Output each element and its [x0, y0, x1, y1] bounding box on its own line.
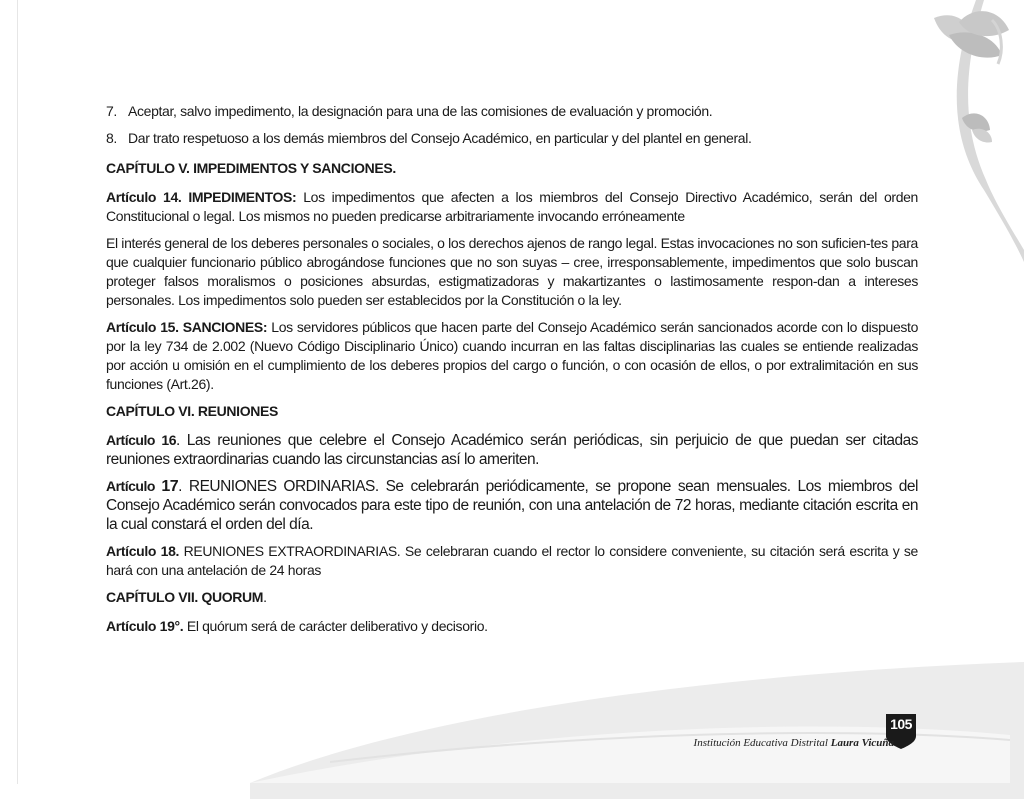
article-14-label: Artículo 14. IMPEDIMENTOS: — [106, 189, 297, 205]
chapter-vi-heading: CAPÍTULO VI. REUNIONES — [106, 403, 278, 419]
chapter-v-heading: CAPÍTULO V. IMPEDIMENTOS Y SANCIONES. — [106, 160, 396, 176]
list-item — [106, 102, 918, 121]
article-19-label: Artículo 19°. — [106, 618, 184, 634]
bottom-swoosh-decoration — [0, 640, 1024, 799]
article-15-label: Artículo 15. SANCIONES: — [106, 319, 268, 335]
chapter-vii-label: CAPÍTULO VII. QUORUM — [106, 589, 264, 605]
floral-decoration — [914, 0, 1024, 270]
article-15-text: Los servidores públicos que hacen parte del Consejo Académico serán sancionados acorde con lo dispuesto por la ley 734 de 2.002 (Nuevo Código Disciplinario Único) cuando incurran en las faltas disciplinarias las cuales se entiende realizadas por acción u omisión en el cumplimiento de los deberes propios del cargo o función, o con ocasión de ellos, o por extralimitación en sus funciones (Art.26). — [106, 319, 919, 392]
chapter-vii-suffix: . — [263, 589, 267, 605]
article-18-label: Artículo 18. — [106, 543, 180, 559]
list-item-text: Dar trato respetuoso a los demás miembros del Consejo Académico, en particular y del plantel en general. — [128, 130, 752, 146]
article-16 — [106, 431, 918, 469]
article-17-label: Artículo — [106, 478, 162, 494]
article-17 — [106, 477, 918, 534]
footer-school-name: Laura Vicuña — [830, 737, 894, 749]
footer-institution — [694, 737, 894, 749]
article-15 — [106, 318, 918, 394]
document-body — [106, 102, 918, 644]
list-item-number: 7. — [106, 103, 117, 119]
article-14 — [106, 188, 918, 226]
chapter-vii-heading — [106, 588, 918, 607]
article-16-text: . Las reuniones que celebre el Consejo Académico serán periódicas, sin perjuicio de que puedan ser citadas reuniones extraordinarias cuando las circunstancias así lo ameriten. — [106, 432, 918, 468]
article-14-text: Los impedimentos que afecten a los miembros del Consejo Directivo Académico, serán del orden Constitucional o legal. Los mismos no pueden predicarse arbitrariamente invocando erróneamente — [106, 189, 918, 224]
article-17-number: 17 — [161, 478, 179, 495]
footer-institution-text: Institución Educativa Distrital — [693, 737, 831, 749]
article-14-paragraph-2: El interés general de los deberes personales o sociales, o los derechos ajenos de rango legal. Estas invocaciones no son suficien-tes para que cualquier funcionario público abrogándose funciones que no son suyas – cree, irresponsablemente, impedimentos que solo buscan proteger falsos moralismos o posiciones absurdas, estigmatizadoras y makartizantes o lastimosamente respon-dan a intereses personales. Los impedimentos solo pueden ser establecidos por la Constitución o la ley. — [106, 235, 918, 308]
page-number: 105 — [890, 716, 912, 732]
article-19-text: El quórum será de carácter deliberativo y decisorio. — [183, 618, 488, 634]
article-17-text: . REUNIONES ORDINARIAS. Se celebrarán periódicamente, se propone sean mensuales. Los miembros del Consejo Académico serán convocados para este tipo de reunión, con una antelación de 72 horas, mediante citación escrita en la cual constará el orden del día. — [106, 478, 918, 533]
article-16-label: Artículo 16 — [106, 432, 177, 448]
article-19 — [106, 617, 918, 636]
list-item-text: Aceptar, salvo impedimento, la designación para una de las comisiones de evaluación y promoción. — [128, 103, 713, 119]
list-item — [106, 129, 918, 148]
article-18 — [106, 542, 918, 580]
list-item-number: 8. — [106, 130, 117, 146]
article-18-text: REUNIONES EXTRAORDINARIAS. Se celebraran cuando el rector lo considere conveniente, su citación será escrita y se hará con una antelación de 24 horas — [106, 543, 918, 578]
